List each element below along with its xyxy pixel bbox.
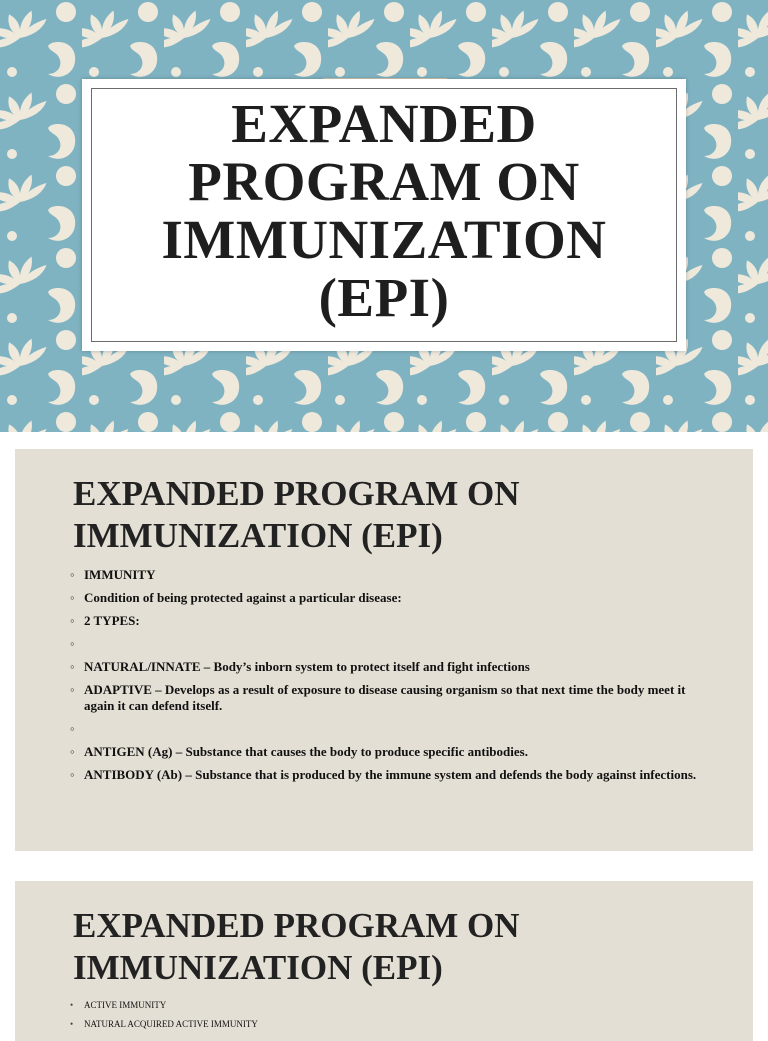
bullet-item: ◦ ANTIBODY (Ab) – Substance that is produced by the immune system and defends the body against infections.	[70, 767, 700, 783]
bullet-item: • ACTIVE IMMUNITY	[70, 999, 700, 1015]
bullet-item: ◦ ADAPTIVE – Develops as a result of exposure to disease causing organism so that next time the body meet it again it can defend itself.	[70, 682, 700, 714]
bullet-item: ◦ 2 TYPES:	[70, 613, 700, 629]
bullet-list	[70, 567, 700, 790]
slide-heading	[73, 905, 520, 989]
title-line: IMMUNIZATION	[161, 209, 607, 270]
heading-line: IMMUNIZATION (EPI)	[73, 516, 443, 555]
bullet-item-empty	[70, 721, 700, 737]
title-slide	[0, 0, 768, 432]
bullet-item: ◦ ANTIGEN (Ag) – Substance that causes the body to produce specific antibodies.	[70, 744, 700, 760]
heading-line: IMMUNIZATION (EPI)	[73, 948, 443, 987]
title-line: PROGRAM ON	[188, 151, 580, 212]
bullet-item-empty	[70, 636, 700, 652]
content-slide-immunity	[15, 449, 753, 851]
title-line: (EPI)	[318, 267, 450, 328]
bullet-list	[70, 999, 700, 1037]
content-slide-active-immunity	[15, 881, 753, 1041]
title-line: EXPANDED	[231, 93, 537, 154]
heading-line: EXPANDED PROGRAM ON	[73, 474, 520, 513]
slide-heading	[73, 473, 520, 557]
bullet-item: • NATURAL ACQUIRED ACTIVE IMMUNITY	[70, 1018, 700, 1034]
title-card	[82, 79, 686, 351]
bullet-item: ◦ Condition of being protected against a particular disease:	[70, 590, 700, 606]
heading-line: EXPANDED PROGRAM ON	[73, 906, 520, 945]
bullet-item: ◦ IMMUNITY	[70, 567, 700, 583]
bullet-item: ◦ NATURAL/INNATE – Body’s inborn system to protect itself and fight infections	[70, 659, 700, 675]
slide-title	[82, 95, 686, 327]
